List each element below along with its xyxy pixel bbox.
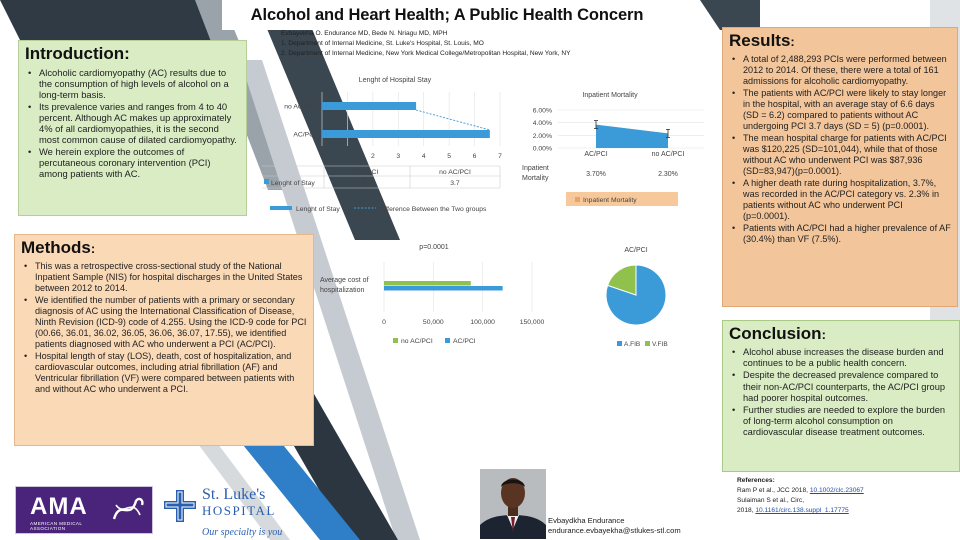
methods-heading (21, 238, 307, 258)
cost-x-tick-label: 0 (382, 319, 386, 326)
affiliation-1: 1. Department of Internal Medicine, St. Luke's Hospital, St. Louis, MO (281, 40, 484, 47)
author-block (281, 29, 701, 59)
mortality-category-label: no AC/PCI (651, 151, 685, 158)
methods-heading-text: Methods (21, 238, 91, 257)
cost-chart-svg (316, 238, 556, 350)
ama-logo-line: ASSOCIATION (30, 526, 66, 532)
los-data-table (262, 166, 500, 188)
cost-legend (393, 338, 476, 345)
contact-block (548, 516, 681, 536)
cost-x-tick-label: 50,000 (422, 319, 444, 326)
poster-title: Alcohol and Heart Health; A Public Health Concern (250, 5, 644, 24)
pie-chart-svg (590, 238, 690, 350)
los-legend-line-label: Difference Between the Two groups (379, 206, 487, 213)
mortality-y-tick-label: 6.00% (532, 107, 552, 115)
results-bullet: • Patients with AC/PCI had a higher prevalence of AF (30.4%) than VF (7.5%). (729, 223, 951, 245)
introduction-panel (18, 40, 247, 216)
pie-legend-label: V.FIB (652, 341, 668, 348)
ama-logo (15, 486, 153, 534)
pie-legend-key-afib (617, 341, 622, 346)
methods-bullet: • We identified the number of patients with a primary or secondary diagnosis of AC using the International Classification of Disease, Ninth Revision (ICD-9) code of 4.255. Using the ICD-9 code for PCI (00.66, 36.01, 36.02, 36.05, 36.06, 36.07, 17.55), we identified patients diagnosed with AC who underwent a PCI (AC/PCI). (21, 295, 307, 350)
conclusion-bullet: • Alcohol abuse increases the disease burden and continues to be a public health concern. (729, 347, 953, 369)
reference-1 (737, 486, 937, 496)
los-bar (322, 102, 416, 110)
reference-2-year: 2018, (737, 507, 754, 514)
mortality-chart-title: Inpatient Mortality (582, 92, 638, 99)
cost-x-tick-label: 150,000 (519, 319, 545, 326)
los-table-col-header: no AC/PCI (439, 169, 471, 176)
references-heading-text: References (737, 477, 773, 484)
los-x-tick-label: 7 (498, 153, 502, 160)
pie-legend-label: A.FIB (624, 341, 641, 348)
results-bullet: • A higher death rate during hospitalization, 3.7%, was recorded in the AC/PCI category vs. 2.3% in patients without AC who underwent PCI (p=0.0001). (729, 178, 951, 222)
reference-2-cont (737, 506, 937, 516)
cost-bar (384, 286, 503, 291)
author-photo (480, 469, 546, 539)
los-chart-title: Lenght of Hospital Stay (358, 77, 432, 84)
introduction-bullet: • Its prevalence varies and ranges from 4 to 40 percent. Although AC makes up approximately 4% of all cardiomyopathies, it is the second most common cause of dilated cardiomyopathy. (25, 101, 240, 145)
cost-bar (384, 281, 471, 286)
los-table-row-label: Lenght of Stay (271, 180, 315, 187)
contact-name: Evbaydkha Endurance (548, 516, 625, 525)
los-table-col-header: AC/PCI (355, 169, 379, 176)
cost-x-ticks (382, 319, 544, 326)
conclusion-heading (729, 324, 953, 344)
mortality-chart (518, 86, 718, 216)
st-lukes-tagline: Our specialty is you (202, 527, 283, 538)
los-difference-line (416, 110, 490, 130)
reference-1-link[interactable]: 10.1002/clc.23067 (809, 487, 864, 494)
los-x-tick-label: 1 (345, 153, 350, 160)
los-x-tick-label: 5 (447, 153, 452, 160)
references-block (737, 476, 937, 516)
results-heading (729, 31, 951, 51)
mortality-y-tick-label: 2.00% (532, 132, 552, 140)
mortality-table-row-label: Inpatient (522, 165, 549, 172)
los-x-ticks (320, 153, 502, 160)
los-table-legend-key (264, 179, 269, 184)
mortality-legend-key (575, 197, 580, 202)
results-bullet: • The patients with AC/PCI were likely to stay longer in the hospital, with an average stay of 6.6 days (SD = 6.2) compared to patients without AC undergoing PCI 3.7 days (SD = 5) (p=0.0001). (729, 88, 951, 132)
conclusion-heading-text: Conclusion (729, 324, 822, 343)
title-banner (222, 0, 672, 30)
introduction-list (25, 67, 240, 179)
pie-chart (590, 238, 690, 350)
los-category-labels (284, 104, 316, 139)
conclusion-heading-colon: : (821, 327, 826, 342)
los-category-label: no AC/PCI (284, 103, 316, 111)
references-heading-colon: : (772, 477, 775, 484)
author-names: Evbayekha O. Endurance MD, Bede N. Nriagu MD, MPH (281, 30, 448, 37)
los-chart (262, 70, 508, 220)
introduction-bullet: • We herein explore the outcomes of percutaneous coronary intervention (PCI) among patients with AC. (25, 146, 240, 179)
mortality-y-tick-label: 0.00% (532, 145, 552, 153)
methods-bullet: • This was a retrospective cross-sectional study of the National Inpatient Sample (NIS) for hospital discharges in the United States between 2012 to 2014. (21, 261, 307, 294)
los-table-value: 6.6 (362, 180, 372, 187)
mortality-legend-label: Inpatient Mortality (583, 197, 637, 204)
los-chart-svg (262, 70, 508, 220)
mortality-area (594, 121, 670, 148)
mortality-category-label: AC/PCI (584, 151, 608, 158)
reference-2-link[interactable]: 10.1161/circ.138.suppl_1.17775 (755, 507, 849, 514)
results-list (729, 54, 951, 245)
results-bullet: • The mean hospital charge for patients with AC/PCI was $120,225 (SD=101,044), while that of those without AC who underwent PCI was $87,936 (SD=83,947)(p=0.0001). (729, 133, 951, 177)
st-lukes-name: St. Luke's (202, 486, 266, 503)
los-x-tick-label: 3 (396, 153, 401, 160)
los-bar (322, 130, 490, 138)
cost-legend-label: AC/PCI (453, 338, 476, 345)
pie-chart-title: AC/PCI (624, 247, 648, 254)
pie-slices (606, 265, 666, 325)
results-bullet: • A total of 2,488,293 PCIs were performed between 2012 to 2014. Of these, there were a total of 161 admissions for alcoholic cardiomyopathy. (729, 54, 951, 87)
cost-chart-title: p=0.0001 (419, 244, 449, 251)
mortality-chart-svg (518, 86, 718, 216)
cost-legend-label: no AC/PCI (401, 338, 433, 345)
conclusion-list (729, 347, 953, 439)
mortality-y-tick-label: 4.00% (532, 120, 552, 128)
methods-panel (14, 234, 314, 446)
mortality-table-value: 2.30% (658, 171, 678, 178)
ama-caduceus-icon (108, 495, 148, 525)
introduction-heading: Introduction: (25, 44, 130, 63)
results-heading-colon: : (790, 34, 795, 49)
affiliation-2: 2. Department of Internal Medicine, New York Medical College/Metropolitan Hospital, New York, NY (281, 50, 571, 57)
mortality-table-value: 3.70% (586, 171, 606, 178)
mortality-category-labels (584, 151, 684, 158)
pie-legend-key-vfib (645, 341, 650, 346)
reference-1-text: Ram P et al., JCC 2018, (737, 487, 808, 494)
los-x-tick-label: 0 (320, 153, 324, 160)
results-heading-text: Results (729, 31, 791, 50)
ama-logo-word: AMA (30, 493, 88, 520)
los-x-tick-label: 6 (472, 153, 477, 160)
cost-category-label: hospitalization (320, 287, 365, 294)
los-legend-bar-label: Lenght of Stay (296, 206, 340, 213)
results-panel (722, 27, 958, 307)
los-table-value: 3.7 (450, 180, 460, 187)
mortality-area-fill (596, 125, 668, 148)
los-category-label: AC/PCI (293, 131, 316, 139)
conclusion-bullet: • Despite the decreased prevalence compared to their non-AC/PCI counterparts, the AC/PCI group had poorer hospital outcomes. (729, 370, 953, 404)
los-legend (270, 206, 487, 213)
methods-list (21, 261, 307, 395)
los-x-tick-label: 2 (370, 153, 375, 160)
references-heading (737, 476, 937, 486)
cost-chart (316, 238, 556, 350)
mortality-table-row-label: Mortality (522, 175, 549, 182)
cross-icon (162, 488, 198, 524)
introduction-bullet: • Alcoholic cardiomyopathy (AC) results due to the consumption of high levels of alcohol on a long-term basis. (25, 67, 240, 100)
cost-category-label: Average cost of (320, 277, 369, 284)
author-portrait-icon (480, 469, 546, 539)
st-lukes-hospital: HOSPITAL (202, 503, 276, 518)
cost-x-tick-label: 100,000 (470, 319, 495, 326)
conclusion-panel (722, 320, 960, 472)
methods-bullet: • Hospital length of stay (LOS), death, cost of hospitalization, and cardiovascular outcomes, including atrial fibrillation (AF) and Ventricular fibrillation (VF) were compared between patients with and without AC who underwent a PCI. (21, 351, 307, 395)
los-legend-bar-key (270, 206, 292, 210)
cost-legend-key-no-ac (393, 338, 398, 343)
ama-logo-line: AMERICAN MEDICAL (30, 521, 83, 526)
reference-2: Sulaiman S et al., Circ, (737, 497, 805, 504)
cost-bars (384, 281, 503, 291)
st-lukes-logo (160, 484, 300, 540)
cost-legend-key-ac (445, 338, 450, 343)
los-x-tick-label: 4 (421, 153, 426, 160)
ama-logo-subtitle (30, 521, 82, 531)
right-dark-stripe (700, 0, 760, 30)
conclusion-bullet: • Further studies are needed to explore the burden of long-term alcohol consumption on cardiovascular disease treatment outcomes. (729, 405, 953, 439)
methods-heading-colon: : (90, 241, 96, 256)
contact-email[interactable]: endurance.evbayekha@stlukes-stl.com (548, 526, 681, 535)
